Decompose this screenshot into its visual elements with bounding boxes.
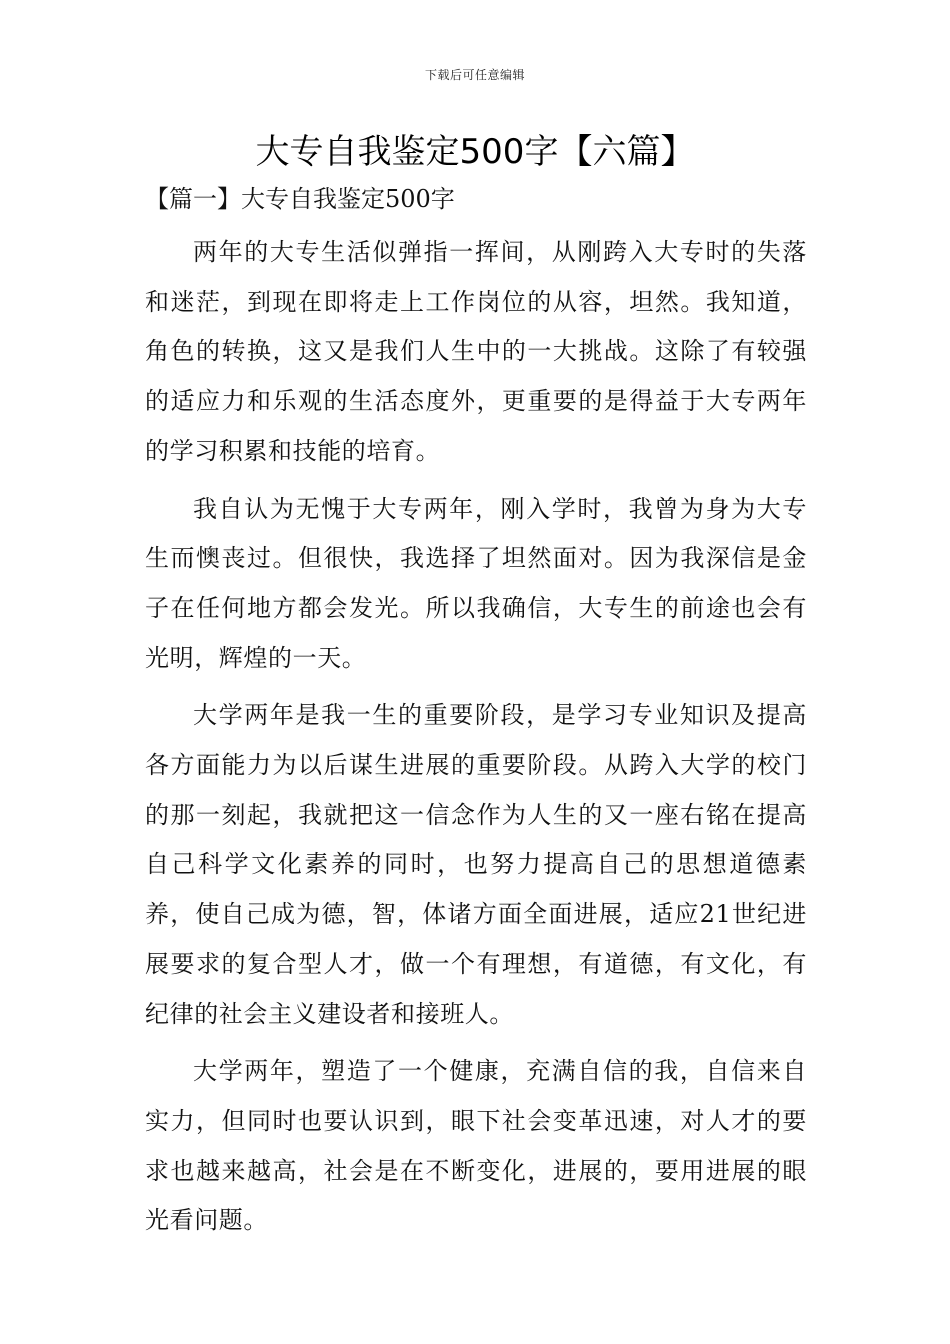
paragraph-1: 两年的大专生活似弹指一挥间，从刚跨入大专时的失落和迷茫，到现在即将走上工作岗位的从容，坦然。我知道，角色的转换，这又是我们人生中的一大挑战。这除了有较强的适应力和乐观的生活态度外，更重要的是得益于大专两年的学习积累和技能的培育。 [145, 238, 807, 465]
paragraph-2: 我自认为无愧于大专两年，刚入学时，我曾为身为大专生而懊丧过。但很快，我选择了坦然面对。因为我深信是金子在任何地方都会发光。所以我确信，大专生的前途也会有光明，辉煌的一天。 [145, 494, 807, 672]
header-note: 下载后可任意编辑 [424, 68, 525, 82]
section-heading: 【篇一】大专自我鉴定500字 [145, 185, 455, 213]
paragraph-4: 大学两年，塑造了一个健康，充满自信的我，自信来自实力，但同时也要认识到，眼下社会变革迅速，对人才的要求也越来越高，社会是在不断变化，进展的，要用进展的眼光看问题。 [145, 1057, 807, 1235]
document-title: 大专自我鉴定500字【六篇】 [255, 132, 695, 172]
paragraph-3: 大学两年是我一生的重要阶段，是学习专业知识及提高各方面能力为以后谋生进展的重要阶段。从跨入大学的校门的那一刻起，我就把这一信念作为人生的又一座右铭在提高自己科学文化素养的同时，也努力提高自己的思想道德素养，使自己成为德，智，体诸方面全面进展，适应21世纪进展要求的复合型人才，做一个有理想，有道德，有文化，有纪律的社会主义建设者和接班人。 [145, 701, 807, 1028]
document-body [145, 228, 807, 1254]
